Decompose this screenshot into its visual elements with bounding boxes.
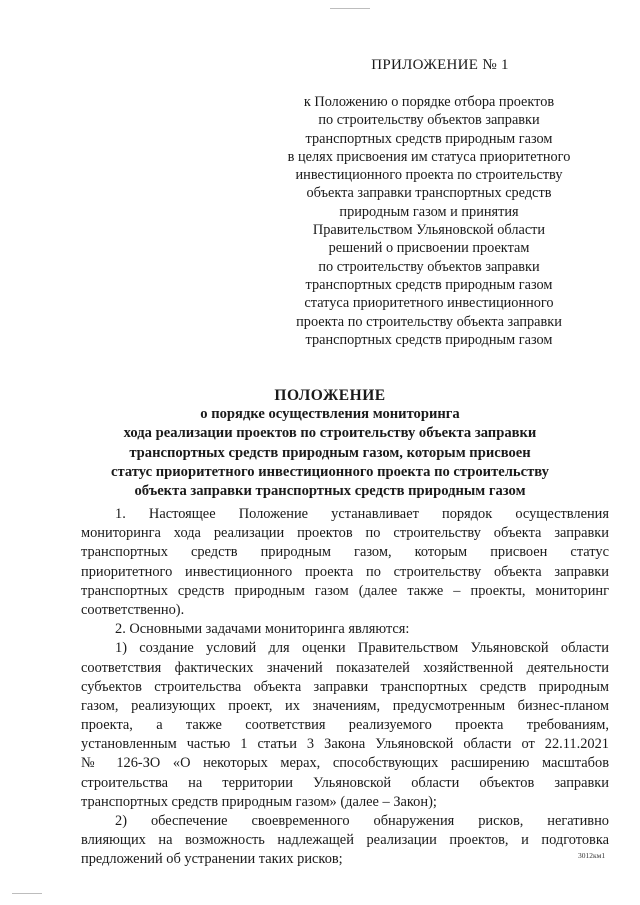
paragraph-line: влияющих на возможность надлежащей реализации проектов, и подготовка	[81, 832, 609, 849]
paragraph-line: № 126-ЗО «О некоторых мерах, способствующих расширению масштабов	[81, 755, 609, 772]
paragraph-line: приоритетного инвестиционного проекта по строительству объекта заправки	[81, 563, 609, 580]
appendix-subtitle	[268, 93, 590, 349]
appendix-line: статуса приоритетного инвестиционного	[304, 295, 554, 312]
heading-line: транспортных средств природным газом, которым присвоен	[129, 444, 531, 461]
paragraph-line: транспортных средств природным газом» (далее – Закон);	[81, 793, 437, 810]
appendix-line: к Положению о порядке отбора проектов	[303, 94, 555, 110]
paragraph-line: строительства на территории Ульяновской области объектов заправки	[81, 774, 609, 791]
heading-line: о порядке осуществления мониторинга	[200, 406, 460, 423]
paragraph-line: газом, реализующих проект, их значениям, предусмотренным бизнес-планом	[81, 697, 609, 714]
appendix-line: транспортных средств природным газом	[305, 130, 553, 147]
scan-artifact	[12, 893, 42, 894]
appendix-line: в целях присвоения им статуса приоритетного	[287, 148, 571, 165]
paragraph-line: субъектов строительства объекта заправки транспортных средств природным	[81, 678, 609, 695]
paragraph-line: соответствия фактических значений показателей хозяйственной деятельности	[81, 659, 609, 676]
paragraph-line: 1. Настоящее Положение устанавливает порядок осуществления	[115, 506, 609, 522]
document-code: 3012км1	[578, 851, 606, 860]
paragraph-line: 2. Основными задачами мониторинга являются:	[115, 621, 410, 638]
appendix-line: проекта по строительству объекта заправки	[296, 313, 562, 330]
appendix-line: Правительством Ульяновской области	[312, 222, 546, 239]
paragraph-line: 2) обеспечение своевременного обнаружения рисков, негативно	[115, 813, 609, 829]
scan-artifact	[330, 8, 370, 9]
appendix-line: объекта заправки транспортных средств	[306, 185, 552, 202]
appendix-line: транспортных средств природным газом	[305, 276, 553, 293]
paragraph-line: соответственно).	[81, 601, 185, 618]
appendix-line: по строительству объектов заправки	[318, 258, 540, 275]
appendix-line: инвестиционного проекта по строительству	[295, 167, 563, 184]
appendix-line: транспортных средств природным газом	[305, 331, 553, 348]
paragraph-line: транспортных средств природным газом, которым присвоен статус	[81, 544, 609, 561]
heading-line: хода реализации проектов по строительству объекта заправки	[123, 425, 537, 442]
document-title: ПОЛОЖЕНИЕ	[274, 387, 386, 404]
document-heading	[60, 386, 600, 501]
paragraph-line: транспортных средств природным газом (далее также – проекты, мониторинг	[81, 582, 609, 599]
paragraph-line: 1) создание условий для оценки Правительством Ульяновской области	[115, 640, 609, 657]
appendix-line: природным газом и принятия	[339, 203, 519, 220]
paragraph-line: установленным частью 1 статьи 3 Закона Ульяновской области от 22.11.2021	[81, 736, 609, 753]
paragraph-line: мониторинга хода реализации проектов по строительству объекта заправки	[81, 525, 609, 542]
heading-line: объекта заправки транспортных средств природным газом	[134, 483, 526, 500]
appendix-title: ПРИЛОЖЕНИЕ № 1	[371, 57, 509, 73]
document-body	[81, 505, 609, 870]
paragraph-line: проекта, а также соответствия реализуемого проекта требованиям,	[81, 717, 609, 734]
appendix-line: решений о присвоении проектам	[328, 240, 530, 257]
heading-line: статус приоритетного инвестиционного проекта по строительству	[111, 463, 549, 480]
appendix-line: по строительству объектов заправки	[318, 112, 540, 129]
paragraph-line: предложений об устранении таких рисков;	[81, 851, 343, 868]
